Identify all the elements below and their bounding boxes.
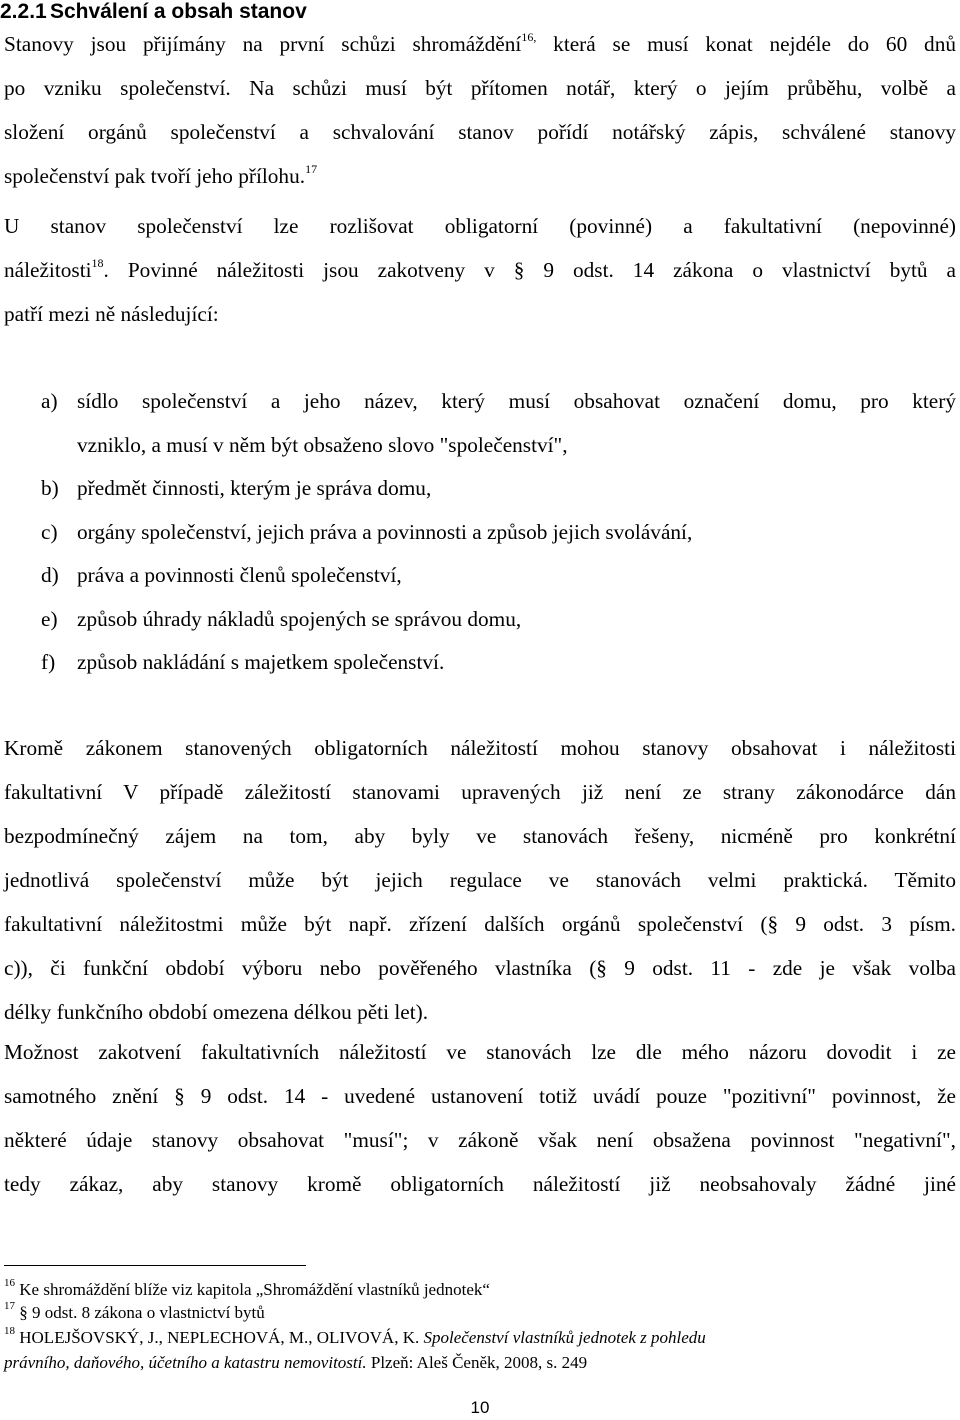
footnote-title: Společenství vlastníků jednotek z pohledu bbox=[423, 1328, 706, 1347]
footnote-ref[interactable]: 17 bbox=[305, 161, 318, 176]
paragraph-line: Kromě zákonem stanovených obligatorních náležitostí mohou stanovy obsahovat i náležitosti bbox=[4, 736, 956, 760]
paragraph-line: patří mezi ně následující: bbox=[4, 302, 219, 326]
list-item bbox=[41, 641, 956, 685]
list-item-continuation: vzniklo, a musí v něm být obsaženo slovo "společenství", bbox=[77, 432, 568, 457]
section-number: 2.2.1 bbox=[0, 0, 47, 23]
paragraph-line: délky funkčního období omezena délkou pěti let). bbox=[4, 1000, 429, 1024]
list-item bbox=[41, 554, 956, 598]
list-item bbox=[41, 598, 956, 642]
paragraph-line: Možnost zakotvení fakultativních náležitostí ve stanovách lze dle mého názoru dovodit i ze bbox=[4, 1040, 956, 1064]
list-item bbox=[41, 467, 956, 511]
page-number: 10 bbox=[470, 1398, 490, 1417]
paragraph-requirements bbox=[4, 204, 956, 336]
paragraph-opinion bbox=[4, 1030, 956, 1206]
paragraph-line: U stanov společenství lze rozlišovat obligatorní (povinné) a fakultativní (nepovinné) bbox=[4, 214, 956, 238]
footnote-text: Ke shromáždění blíže viz kapitola „Shromáždění vlastníků jednotek“ bbox=[15, 1280, 490, 1299]
paragraph-line: bezpodmínečný zájem na tom, aby byly ve stanovách řešeny, nicméně pro konkrétní bbox=[4, 824, 956, 848]
requirements-list bbox=[41, 380, 956, 685]
footnote-continuation bbox=[4, 1351, 956, 1374]
list-label: b) bbox=[41, 476, 59, 500]
paragraph-line: společenství pak tvoří jeho přílohu.$^{17}$ bbox=[4, 161, 318, 188]
footnote bbox=[4, 1326, 956, 1349]
list-item bbox=[41, 380, 956, 424]
footnote-title: právního, daňového, účetního a katastru nemovitostí. bbox=[4, 1353, 367, 1372]
paragraph-line: Stanovy jsou přijímány na první schůzi shromáždění$^{16,}$ která se musí konat nejdéle do 60 dnů bbox=[4, 29, 956, 56]
list-label: d) bbox=[41, 563, 59, 587]
footnote-text: Plzeň: Aleš Čeněk, 2008, s. 249 bbox=[366, 1353, 588, 1372]
list-label: f) bbox=[41, 650, 56, 674]
paragraph-line: některé údaje stanovy obsahovat "musí"; v zákoně však není obsažena povinnost "negativní", bbox=[4, 1128, 956, 1152]
footnote-ref[interactable]: 16, bbox=[521, 29, 537, 44]
footnote-ref[interactable]: 18 bbox=[91, 255, 104, 270]
paragraph-line: samotného znění § 9 odst. 14 - uvedené ustanovení totiž uvádí pouze "pozitivní" povinnost, že bbox=[4, 1084, 956, 1108]
list-text: sídlo společenství a jeho název, který musí obsahovat označení domu, pro který bbox=[77, 389, 956, 413]
list-text: způsob úhrady nákladů spojených se správou domu, bbox=[77, 606, 522, 631]
paragraph-line: jednotlivá společenství může být jejich regulace ve stanovách velmi praktická. Těmito bbox=[4, 868, 956, 892]
footnote-number: 18 bbox=[4, 1325, 15, 1338]
list-text: předmět činnosti, kterým je správa domu, bbox=[77, 476, 432, 500]
paragraph-optional bbox=[4, 726, 956, 1034]
list-text: orgány společenství, jejich práva a povinnosti a způsob jejich svolávání, bbox=[77, 519, 693, 544]
list-text: práva a povinnosti členů společenství, bbox=[77, 563, 402, 587]
footnote-text: HOLEJŠOVSKÝ, J., NEPLECHOVÁ, M., OLIVOVÁ, K. bbox=[15, 1328, 424, 1347]
paragraph-line: složení orgánů společenství a schvalování stanov pořídí notářský zápis, schválené stanovy bbox=[4, 120, 956, 144]
list-text: způsob nakládání s majetkem společenství. bbox=[77, 650, 445, 674]
paragraph-line: tedy zákaz, aby stanovy kromě obligatorních náležitostí již neobsahovaly žádné jiné bbox=[4, 1172, 956, 1196]
list-label: a) bbox=[41, 389, 58, 413]
paragraph-line: fakultativní náležitostmi může být např. zřízení dalších orgánů společenství (§ 9 odst. 3 písm. bbox=[4, 912, 956, 936]
section-title: Schválení a obsah stanov bbox=[50, 0, 307, 23]
list-label: e) bbox=[41, 606, 58, 631]
paragraph-line: fakultativní V případě záležitostí stanovami upravených již není ze strany zákonodárce dán bbox=[4, 780, 956, 804]
paragraph-line: c)), či funkční období výboru nebo pověřeného vlastníka (§ 9 odst. 11 - zde je však volba bbox=[4, 956, 956, 980]
section-heading bbox=[0, 0, 960, 24]
footnote-text: § 9 odst. 8 zákona o vlastnictví bytů bbox=[15, 1303, 265, 1322]
footnote bbox=[4, 1278, 956, 1301]
list-item bbox=[41, 511, 956, 555]
footnote bbox=[4, 1301, 956, 1324]
footnote-number: 17 bbox=[4, 1300, 15, 1313]
list-label: c) bbox=[41, 519, 58, 544]
footnote-number: 16 bbox=[4, 1277, 15, 1290]
paragraph-adoption bbox=[4, 22, 956, 198]
paragraph-line: náležitosti$^{18}$. Povinné náležitosti jsou zakotveny v § 9 odst. 14 zákona o vlastnictví bytů a bbox=[4, 255, 956, 282]
paragraph-line: po vzniku společenství. Na schůzi musí být přítomen notář, který o jejím průběhu, volbě a bbox=[4, 76, 956, 100]
footnote-separator bbox=[4, 1265, 306, 1266]
